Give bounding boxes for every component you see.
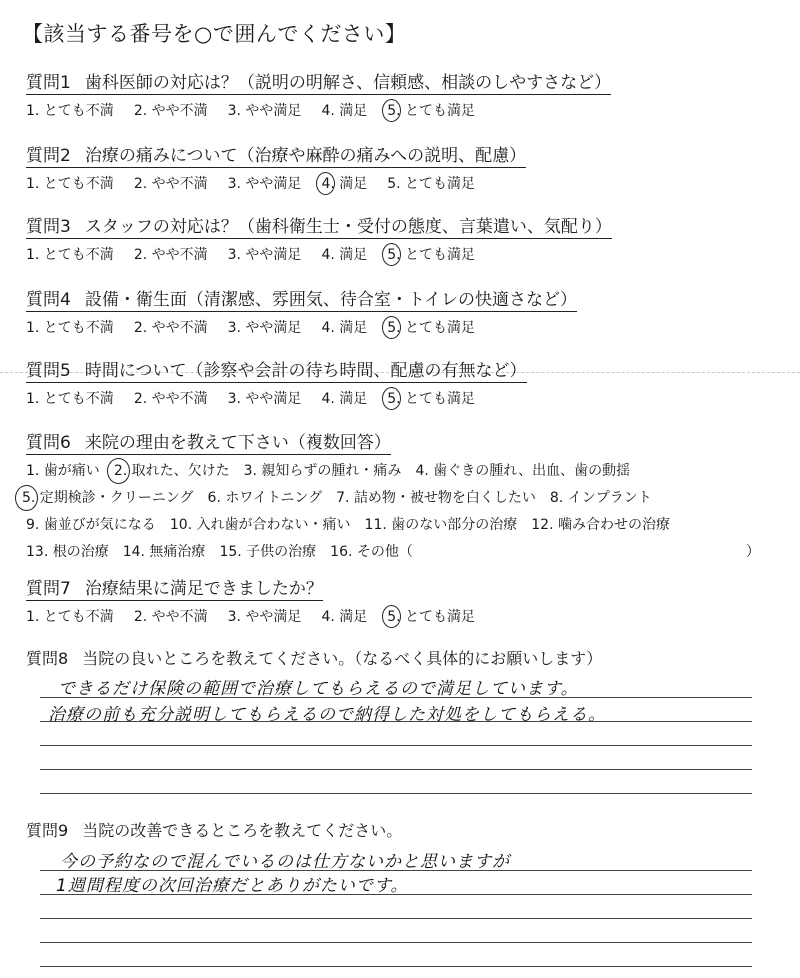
question-text: 歯科医師の対応は？（説明の明解さ、信頼感、相談のしやすさなど）	[84, 73, 612, 93]
rating-option-3[interactable]: 3. やや満足	[227, 609, 302, 625]
question-9-heading	[26, 818, 786, 841]
rating-option-5[interactable]: 5. とても満足	[387, 176, 476, 192]
rating-option-3[interactable]: 3. やや満足	[227, 391, 302, 407]
question-3	[26, 212, 786, 264]
rating-option-2[interactable]: 2. やや不満	[133, 176, 208, 192]
question-text: 治療結果に満足できましたか？	[84, 579, 323, 599]
reason-option-6[interactable]: 6. ホワイトニング	[207, 490, 323, 506]
rating-option-2[interactable]: 2. やや不満	[133, 391, 208, 407]
reason-option-12[interactable]: 12. 噛み合わせの治療	[531, 517, 670, 533]
reason-option-9[interactable]: 9. 歯並びが気になる	[26, 517, 156, 533]
rating-option-1[interactable]: 1. とても不満	[26, 391, 114, 407]
question-8	[26, 646, 786, 669]
question-text: 治療の痛みについて（治療や麻酔の痛みへの説明、配慮）	[84, 146, 527, 166]
reason-row	[26, 512, 786, 539]
answer-line	[40, 769, 752, 770]
rating-option-3[interactable]: 3. やや満足	[227, 247, 302, 263]
question-7	[26, 574, 786, 626]
rating-option-1[interactable]: 1. とても不満	[26, 609, 114, 625]
question-5-heading	[26, 356, 527, 383]
reason-option-15[interactable]: 15. 子供の治療	[219, 544, 317, 560]
question-number: 質問1	[26, 73, 71, 93]
reason-option-7[interactable]: 7. 詰め物・被せ物を白くしたい	[336, 490, 536, 506]
reason-option-16[interactable]: 16. その他（	[330, 544, 413, 560]
rating-option-1[interactable]: 1. とても不満	[26, 103, 114, 119]
question-number: 質問9	[26, 821, 69, 840]
question-text: 時間について（診察や会計の待ち時間、配慮の有無など）	[84, 361, 527, 381]
rating-option-2[interactable]: 2. やや不満	[133, 609, 208, 625]
rating-option-2[interactable]: 2. やや不満	[133, 320, 208, 336]
handwritten-answer: できるだけ保険の範囲で治療してもらえるので満足しています。	[58, 679, 579, 699]
answer-line	[40, 918, 752, 919]
question-text: 設備・衛生面（清潔感、雰囲気、待合室・トイレの快適さなど）	[84, 290, 577, 310]
rating-option-4[interactable]: 4. 満足	[321, 247, 368, 263]
question-4-heading	[26, 285, 577, 312]
rating-option-4[interactable]: 4. 満足	[321, 391, 368, 407]
rating-options	[26, 244, 786, 264]
question-number: 質問8	[26, 649, 69, 668]
rating-options	[26, 100, 786, 120]
rating-option-5[interactable]: 5. とても満足	[387, 609, 476, 625]
rating-option-1[interactable]: 1. とても不満	[26, 320, 114, 336]
question-number: 質問7	[26, 579, 71, 599]
rating-options	[26, 173, 786, 193]
reason-options	[22, 458, 786, 566]
question-1-heading	[26, 68, 611, 95]
rating-option-1[interactable]: 1. とても不満	[26, 247, 114, 263]
rating-option-5[interactable]: 5. とても満足	[387, 103, 476, 119]
reason-option-5[interactable]: 5. 定期検診・クリーニング	[22, 490, 194, 506]
rating-option-1[interactable]: 1. とても不満	[26, 176, 114, 192]
question-9	[26, 818, 786, 841]
rating-options	[26, 606, 786, 626]
reason-option-1[interactable]: 1. 歯が痛い	[26, 463, 100, 479]
reason-option-4[interactable]: 4. 歯ぐきの腫れ、出血、歯の動揺	[415, 463, 631, 479]
question-number: 質問4	[26, 290, 71, 310]
rating-option-5[interactable]: 5. とても満足	[387, 391, 476, 407]
reason-option-8[interactable]: 8. インプラント	[549, 490, 652, 506]
rating-option-5[interactable]: 5. とても満足	[387, 247, 476, 263]
handwritten-answer: 今の予約なので混んでいるのは仕方ないかと思いますが	[60, 852, 510, 872]
rating-option-5[interactable]: 5. とても満足	[387, 320, 476, 336]
handwritten-answer: 治療の前も充分説明してもらえるので納得した対処をしてもらえる。	[48, 705, 606, 725]
question-8-heading	[26, 646, 786, 669]
question-4	[26, 285, 786, 337]
question-text: 当院の良いところを教えてください。（なるべく具体的にお願いします）	[82, 649, 603, 668]
question-number: 質問3	[26, 217, 71, 237]
answer-line	[40, 966, 752, 967]
answer-line	[40, 942, 752, 943]
rating-option-4[interactable]: 4. 満足	[321, 320, 368, 336]
question-2-heading	[26, 141, 526, 168]
question-3-heading	[26, 212, 612, 239]
reason-option-10[interactable]: 10. 入れ歯が合わない・痛い	[169, 517, 351, 533]
handwritten-answer: 1週間程度の次回治療だとありがたいです。	[56, 876, 409, 896]
rating-option-3[interactable]: 3. やや満足	[227, 176, 302, 192]
reason-option-11[interactable]: 11. 歯のない部分の治療	[364, 517, 518, 533]
question-text: 来院の理由を教えて下さい（複数回答）	[84, 433, 391, 453]
question-2	[26, 141, 786, 193]
reason-row	[26, 539, 786, 566]
rating-option-4[interactable]: 4. 満足	[321, 609, 368, 625]
reason-option-14[interactable]: 14. 無痛治療	[122, 544, 206, 560]
question-5	[26, 356, 786, 408]
rating-option-3[interactable]: 3. やや満足	[227, 320, 302, 336]
question-number: 質問2	[26, 146, 71, 166]
question-6	[22, 428, 786, 566]
question-number: 質問5	[26, 361, 71, 381]
rating-option-4[interactable]: 4. 満足	[321, 103, 368, 119]
answer-line	[40, 793, 752, 794]
rating-option-4[interactable]: 4. 満足	[321, 176, 368, 192]
rating-options	[26, 317, 786, 337]
reason-option-3[interactable]: 3. 親知らずの腫れ・痛み	[243, 463, 402, 479]
question-text: 当院の改善できるところを教えてください。	[82, 821, 403, 840]
question-7-heading	[26, 574, 323, 601]
answer-line	[40, 745, 752, 746]
reason-option-2[interactable]: 2. 取れた、欠けた	[113, 463, 230, 479]
reason-option-13[interactable]: 13. 根の治療	[26, 544, 109, 560]
other-close-paren: ）	[746, 544, 760, 560]
reason-row	[26, 458, 786, 485]
rating-option-2[interactable]: 2. やや不満	[133, 247, 208, 263]
page-title: 【該当する番号を○で囲んでください】	[22, 22, 407, 46]
rating-option-2[interactable]: 2. やや不満	[133, 103, 208, 119]
question-text: スタッフの対応は？（歯科衛生士・受付の態度、言葉遣い、気配り）	[84, 217, 612, 237]
question-1	[26, 68, 786, 120]
question-number: 質問6	[26, 433, 71, 453]
reason-row	[22, 485, 786, 512]
question-6-heading	[26, 428, 391, 455]
rating-option-3[interactable]: 3. やや満足	[227, 103, 302, 119]
rating-options	[26, 388, 786, 408]
